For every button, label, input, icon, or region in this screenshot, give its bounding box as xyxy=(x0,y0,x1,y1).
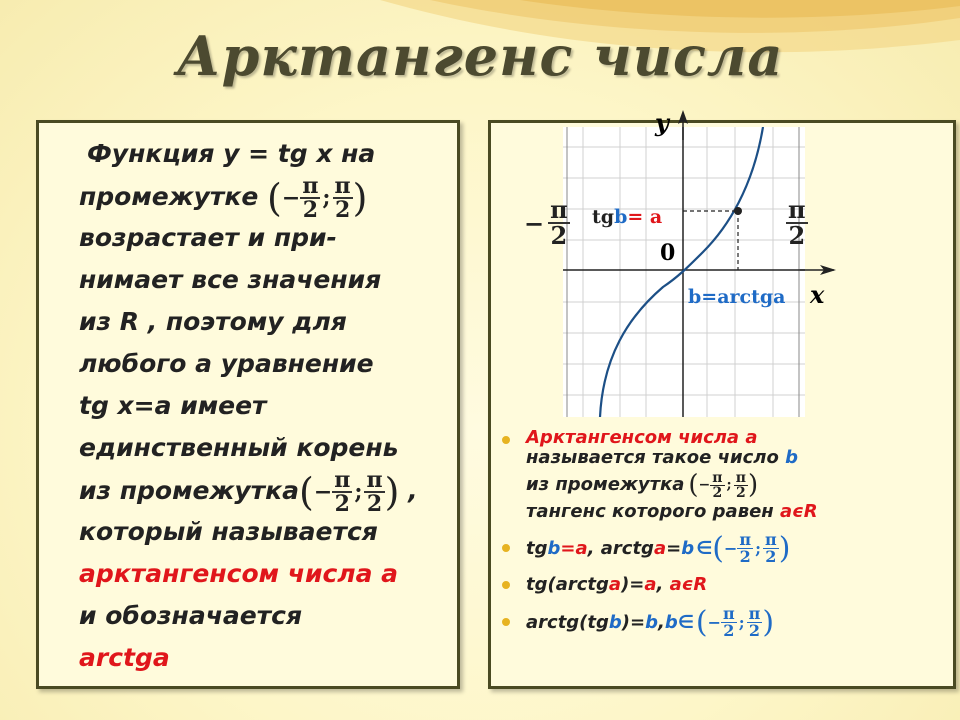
notation-highlight: arctga xyxy=(79,643,170,672)
tangent-curve xyxy=(600,127,763,417)
text-line-10: который называется xyxy=(79,517,378,546)
text-line-12: и обозначается xyxy=(79,601,303,630)
point-b-a xyxy=(734,207,742,215)
text-line xyxy=(79,173,459,223)
grid xyxy=(563,127,805,417)
tgb-equals-a-label: tgb= a xyxy=(592,206,663,228)
text-line-6: любого a уравнение xyxy=(79,349,374,378)
y-axis-label: y xyxy=(655,108,669,137)
list-item: Арктангенсом числа a называется такое число b из промежутка ( − $\frac{\pi}{2}$ ; $\frac{\pi}{2}$ ) тангенс которого равен aϵR xyxy=(492,428,942,522)
text-line-3: возрастает и при- xyxy=(79,223,337,252)
page-title: Арктангенс числа xyxy=(176,24,784,88)
definition-bullets xyxy=(492,428,942,644)
text-line: из промежутка ( − $\frac{\pi}{2}$ ; $\frac{\pi}{2}$ ) , xyxy=(79,467,418,517)
arctangent-graph xyxy=(563,127,805,417)
bullet-dot xyxy=(502,436,510,444)
origin-label: 0 xyxy=(660,240,676,266)
text-line-4: нимает все значения xyxy=(79,265,382,294)
pi-over-2-label: $\frac{\pi}{2}$ xyxy=(788,195,806,250)
minus-pi-over-2-label: − $\frac{\pi}{2}$ xyxy=(524,195,568,250)
interval-expression: ( − $\frac{\pi}{2}$ ; $\frac{\pi}{2}$ ) xyxy=(688,469,759,501)
text-line xyxy=(79,595,459,637)
text-line xyxy=(79,427,459,469)
x-axis-arrow xyxy=(800,260,836,280)
interval-expression: ( − $\frac{\pi}{2}$ ; $\frac{\pi}{2}$ ) xyxy=(712,529,791,566)
bullet-1-line-1: Арктангенсом числа a xyxy=(526,427,758,448)
term-highlight: арктангенсом числа a xyxy=(79,559,399,588)
y-axis-arrow xyxy=(672,110,696,140)
text-line-5: из R , поэтому для xyxy=(79,307,347,336)
interval-expression: ( − $\frac{\pi}{2}$ ; $\frac{\pi}{2}$ ) xyxy=(267,173,368,223)
list-item: arctg(tg b )= b , b ∈ ( − $\frac{\pi}{2}$ ; $\frac{\pi}{2}$ ) xyxy=(492,600,942,644)
text-line-7: tg x=a имеет xyxy=(79,391,267,420)
definition-text xyxy=(79,133,459,679)
bullet-dot xyxy=(502,544,510,552)
definition-panel xyxy=(36,120,460,689)
x-axis-label: x xyxy=(810,280,825,309)
list-item: tg(arctga)=a, aϵR xyxy=(492,570,942,600)
text-line xyxy=(79,637,459,679)
text-line-9: из промежутка xyxy=(79,476,299,505)
text-line xyxy=(79,385,459,427)
text-line-1: Функция y = tg x на xyxy=(87,139,376,168)
text-line xyxy=(79,259,459,301)
text-line xyxy=(79,133,459,175)
bullet-dot xyxy=(502,618,510,626)
text-line-2: промежутке xyxy=(79,182,259,211)
interval-expression: ( − $\frac{\pi}{2}$ ; $\frac{\pi}{2}$ ) xyxy=(298,467,400,517)
text-line xyxy=(79,217,459,259)
text-line xyxy=(79,553,459,595)
interval-expression: ( − $\frac{\pi}{2}$ ; $\frac{\pi}{2}$ ) xyxy=(695,603,775,640)
text-line-8: единственный корень xyxy=(79,433,399,462)
text-line xyxy=(79,343,459,385)
bullet-dot xyxy=(502,581,510,589)
text-line xyxy=(79,301,459,343)
text-line xyxy=(79,511,459,553)
list-item: tg b = a , arctg a = b ∈ ( − $\frac{\pi}{2}$ ; $\frac{\pi}{2}$ ) xyxy=(492,526,942,570)
b-equals-arctga-label: b=arctga xyxy=(688,286,786,308)
